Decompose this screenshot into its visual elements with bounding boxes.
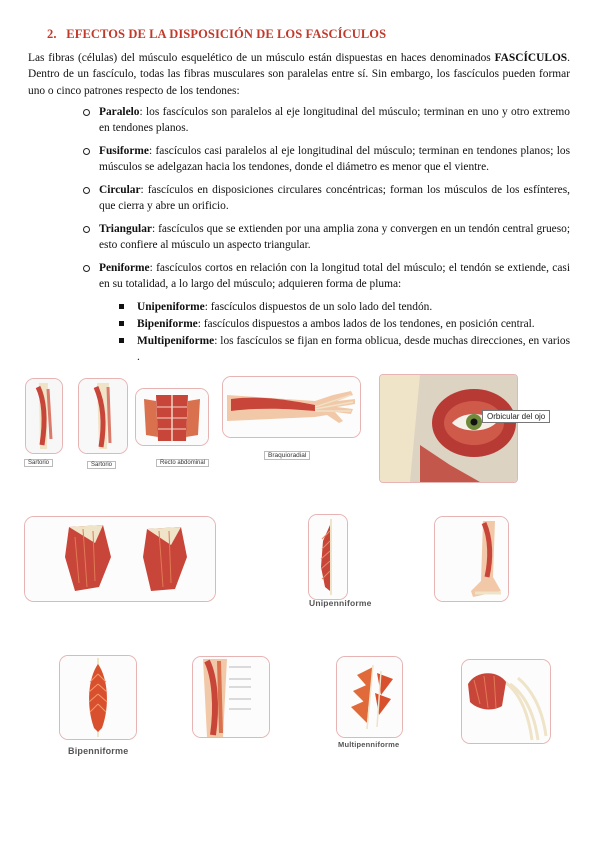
deltoides-image xyxy=(24,516,216,602)
subtype-term: Unipeniforme xyxy=(137,301,205,313)
orbicular-ojo-image xyxy=(379,374,518,483)
unipenniforme-image xyxy=(308,514,348,600)
list-item xyxy=(82,182,570,215)
sartorio-caption: Sartorio xyxy=(87,461,116,469)
bipenniforme-image xyxy=(59,655,137,740)
pattern-term: Triangular xyxy=(99,222,152,235)
bipenniforme-caption: Bipenniforme xyxy=(68,746,129,756)
intro-paragraph xyxy=(28,50,570,99)
intro-text-1: Las fibras (células) del músculo esquelético de un músculo están dispuestas en haces denominados xyxy=(28,52,495,64)
deltoides-torax-image xyxy=(461,659,551,744)
sartorio-image-front xyxy=(25,378,63,454)
list-item xyxy=(118,299,570,315)
tibial-image xyxy=(434,516,509,602)
list-item xyxy=(118,316,570,332)
pattern-text: : fascículos que se extienden por una amplia zona y convergen en un tendón central grueso; esto confiere al músculo un aspecto triangular. xyxy=(99,222,570,251)
subtype-text: : fascículos dispuestos de un solo lado del tendón. xyxy=(204,301,433,313)
list-item xyxy=(82,104,570,137)
section-number: 2. xyxy=(47,27,57,41)
cuadriceps-image xyxy=(192,656,270,738)
pattern-term: Fusiforme xyxy=(99,144,149,157)
multipenniforme-image xyxy=(336,656,403,738)
subtype-text: : los fascículos se fijan en forma oblicua, desde muchas direcciones, en varios . xyxy=(137,334,570,364)
list-item xyxy=(118,333,570,366)
pattern-term: Paralelo xyxy=(99,106,140,118)
braquioradial-image xyxy=(222,376,361,438)
list-item xyxy=(82,143,570,176)
braquioradial-caption: Braquioradial xyxy=(264,451,310,460)
unipenniforme-caption: Unipenniforme xyxy=(309,598,372,608)
subtype-term: Multipeniforme xyxy=(137,334,215,347)
pattern-text: : fascículos cortos en relación con la longitud total del músculo; el tendón se extiende, casi en su totalidad, a lo largo del músculo; adquieren forma de pluma: xyxy=(99,261,570,290)
sartorio-caption-left: Sartorio xyxy=(24,459,53,467)
intro-term: FASCÍCULOS xyxy=(494,52,568,64)
recto-abdominal-caption: Recto abdominal xyxy=(156,459,209,467)
pattern-text: : fascículos en disposiciones circulares concéntricas; forman los músculos de los esfínteres, que cierra y abre un orificio. xyxy=(99,183,570,213)
intro-text-2: . Dentro de un fascículo, todas las fibras musculares son paralelas entre sí. Sin embargo, los fascículos pueden formar uno o cinco patrones respecto de los tendones: xyxy=(28,52,570,97)
multipenniforme-caption: Multipenniforme xyxy=(338,740,400,749)
pattern-term: Circular xyxy=(99,183,141,196)
subtype-term: Bipeniforme xyxy=(137,317,198,330)
fascicle-patterns-list xyxy=(82,104,570,298)
recto-abdominal-image xyxy=(135,388,209,446)
pattern-term: Peniforme xyxy=(99,261,150,274)
pattern-text: : fascículos casi paralelos al eje longitudinal del músculo; terminan en tendones planos; los músculos se adelgazan hacia los tendones, donde el diámetro es menor que el vientre. xyxy=(99,144,570,174)
subtype-text: : fascículos dispuestos a ambos lados de los tendones, en posición central. xyxy=(197,317,535,330)
orbicular-caption: Orbicular del ojo xyxy=(482,410,550,423)
pennate-subtypes-list xyxy=(118,299,570,366)
sartorio-image-back xyxy=(78,378,128,454)
pattern-text: : los fascículos son paralelos al eje longitudinal del músculo; terminan en uno y otro extremo en tendones planos. xyxy=(99,106,570,135)
section-heading xyxy=(47,27,386,42)
list-item xyxy=(82,260,570,293)
list-item xyxy=(82,221,570,254)
section-title: EFECTOS DE LA DISPOSICIÓN DE LOS FASCÍCULOS xyxy=(66,27,387,41)
